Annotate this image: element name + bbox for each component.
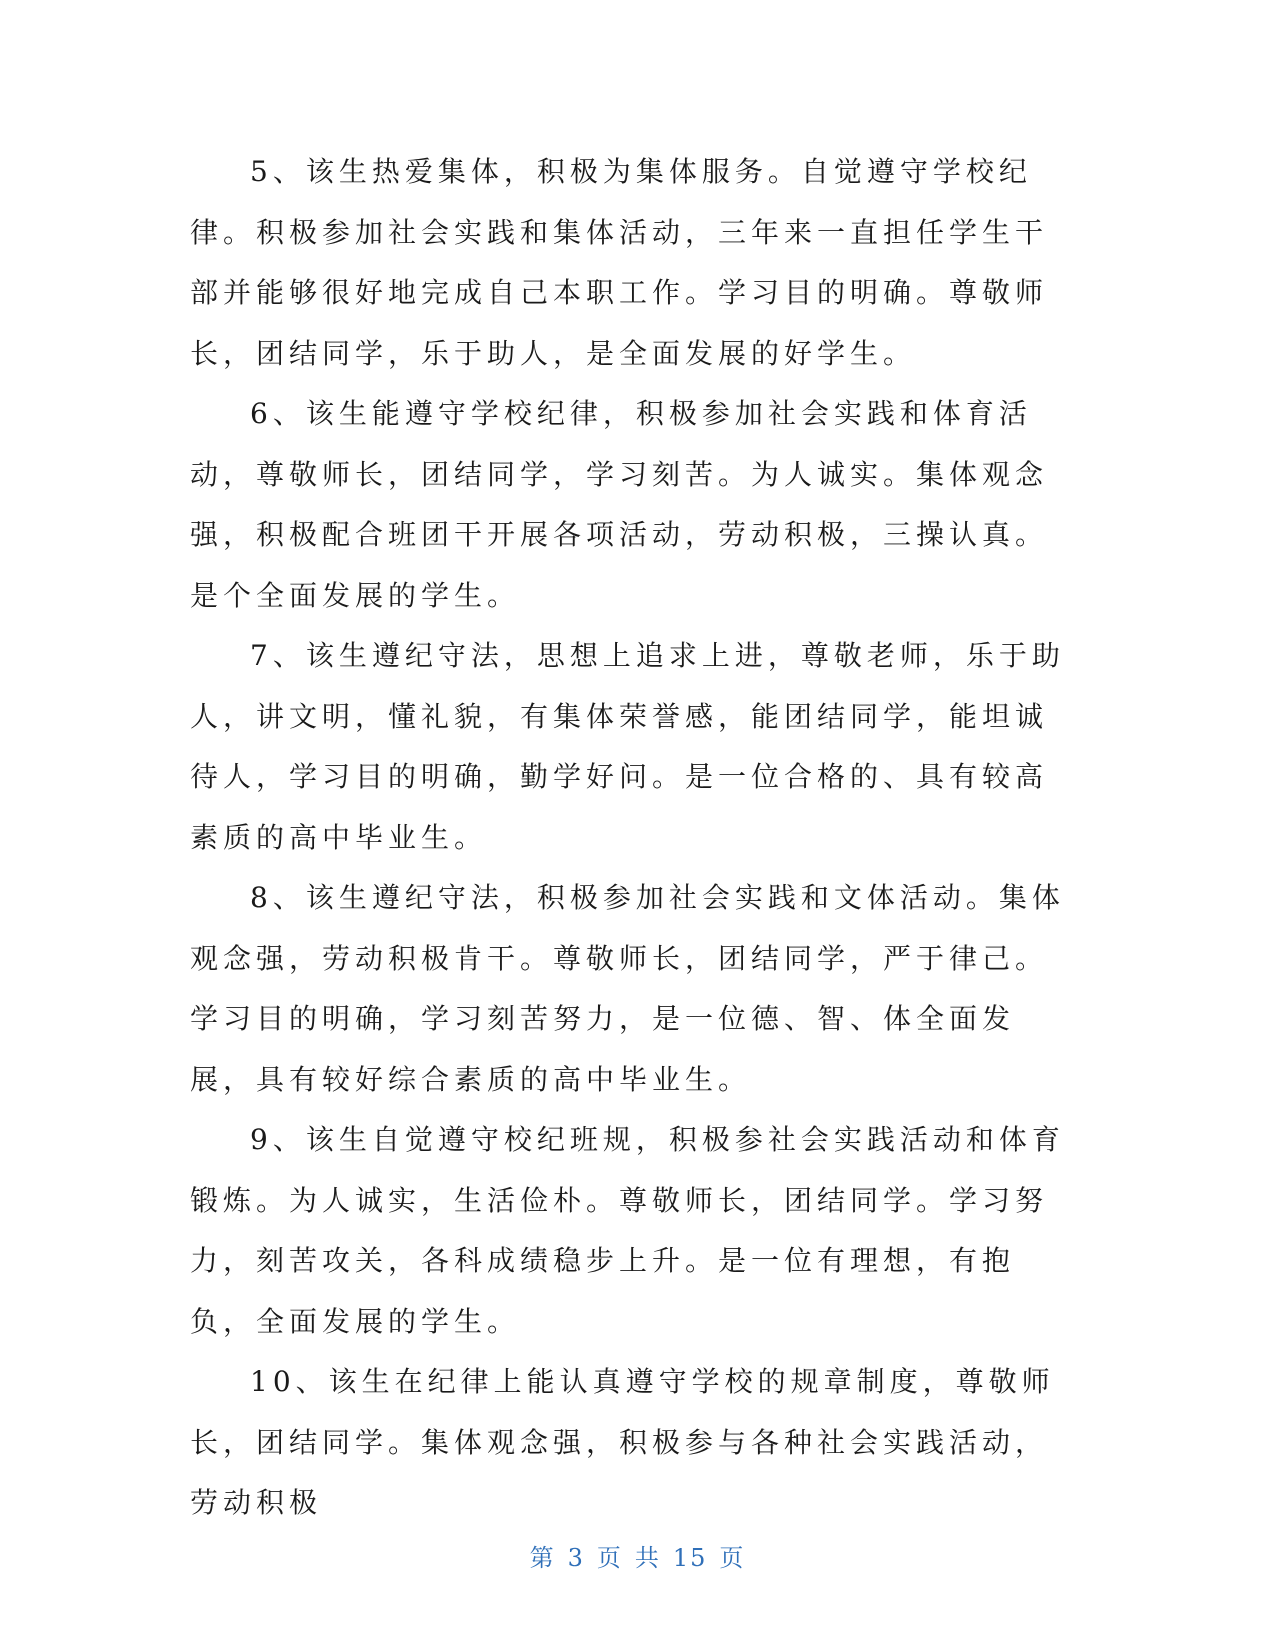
footer-suffix: 页 bbox=[719, 1544, 746, 1572]
footer-total-word: 共 bbox=[634, 1544, 661, 1572]
paragraph-7: 7、该生遵纪守法，思想上追求上进，尊敬老师，乐于助人，讲文明，懂礼貌，有集体荣誉感，能团结同学，能坦诚待人，学习目的明确，勤学好问。是一位合格的、具有较高素质的高中毕业生。 bbox=[190, 639, 1065, 854]
paragraph-8: 8、该生遵纪守法，积极参加社会实践和文体活动。集体观念强，劳动积极肯干。尊敬师长，团结同学，严于律己。学习目的明确，学习刻苦努力，是一位德、智、体全面发展，具有较好综合素质的高中毕业生。 bbox=[190, 881, 1065, 1096]
paragraph-10: 10、该生在纪律上能认真遵守学校的规章制度，尊敬师长，团结同学。集体观念强，积极参与各种社会实践活动，劳动积极 bbox=[190, 1365, 1055, 1519]
footer-prefix: 第 bbox=[529, 1544, 556, 1572]
footer-page-word: 页 bbox=[596, 1544, 623, 1572]
page-number-footer bbox=[0, 1538, 1275, 1573]
paragraph-6: 6、该生能遵守学校纪律，积极参加社会实践和体育活动，尊敬师长，团结同学，学习刻苦。为人诚实。集体观念强，积极配合班团干开展各项活动，劳动积极，三操认真。是个全面发展的学生。 bbox=[190, 397, 1049, 612]
footer-current-page: 3 bbox=[567, 1544, 585, 1572]
footer-total-pages: 15 bbox=[672, 1544, 708, 1572]
document-body bbox=[190, 142, 1080, 1534]
paragraph-5: 5、该生热爱集体，积极为集体服务。自觉遵守学校纪律。积极参加社会实践和集体活动，三年来一直担任学生干部并能够很好地完成自己本职工作。学习目的明确。尊敬师长，团结同学，乐于助人，是全面发展的好学生。 bbox=[190, 155, 1049, 370]
paragraph-9: 9、该生自觉遵守校纪班规，积极参社会实践活动和体育锻炼。为人诚实，生活俭朴。尊敬师长，团结同学。学习努力，刻苦攻关，各科成绩稳步上升。是一位有理想，有抱负，全面发展的学生。 bbox=[190, 1123, 1065, 1338]
